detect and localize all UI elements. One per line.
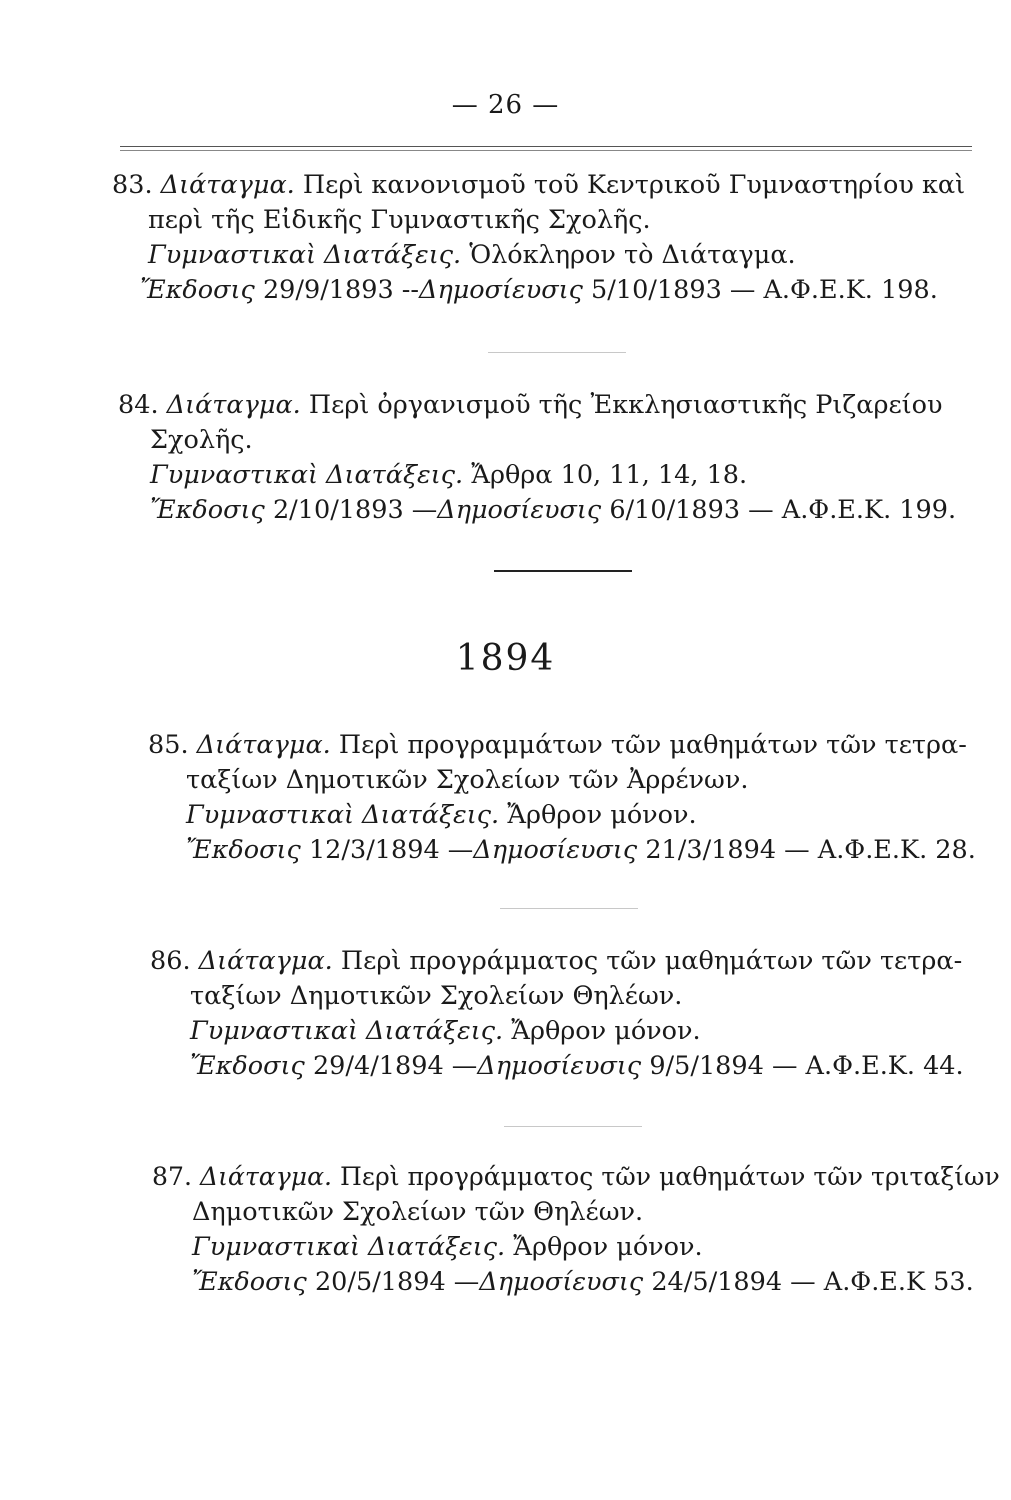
publication-value: 9/5/1894 — Α.Φ.Ε.Κ. 44. xyxy=(649,1051,964,1081)
provisions-label: Γυμναστικαὶ Διατάξεις. xyxy=(150,460,464,490)
issue-date: 20/5/1894 xyxy=(314,1267,446,1297)
entry-title-line2: περὶ τῆς Εἰδικῆς Γυμναστικῆς Σχολῆς. xyxy=(148,205,651,235)
provisions-value: Ἄρθρον μόνον. xyxy=(507,800,697,830)
issue-label: Ἔκδοσις xyxy=(150,495,265,525)
entry-type: Διάταγμα. xyxy=(166,390,301,420)
entry-title-line1: Περὶ ὀργανισμοῦ τῆς Ἐκκλησιαστικῆς Ριζαρείου xyxy=(308,390,943,420)
issue-date: 29/4/1894 xyxy=(312,1051,444,1081)
entry-separator xyxy=(500,908,638,909)
entry-title-line1: Περὶ προγράμματος τῶν μαθημάτων τῶν τετρα- xyxy=(340,946,963,976)
entry-separator xyxy=(504,1126,642,1127)
entry-title-line1: Περὶ κανονισμοῦ τοῦ Κεντρικοῦ Γυμναστηρίου καὶ xyxy=(302,170,966,200)
issue-date: 29/9/1893 xyxy=(262,275,394,305)
entry-title-line2: ταξίων Δημοτικῶν Σχολείων Θηλέων. xyxy=(190,981,683,1011)
provisions-label: Γυμναστικαὶ Διατάξεις. xyxy=(190,1016,504,1046)
publication-label: Δημοσίευσις xyxy=(477,1051,642,1081)
entry-title-line2: Σχολῆς. xyxy=(150,425,253,455)
publication-value: 6/10/1893 — Α.Φ.Ε.Κ. 199. xyxy=(609,495,957,525)
publication-label: Δημοσίευσις xyxy=(479,1267,644,1297)
header-rule xyxy=(120,146,972,147)
publication-value: 24/5/1894 — Α.Φ.Ε.Κ 53. xyxy=(651,1267,974,1297)
provisions-value: Ἄρθρα 10, 11, 14, 18. xyxy=(471,460,748,490)
provisions-label: Γυμναστικαὶ Διατάξεις. xyxy=(186,800,500,830)
entry-type: Διάταγμα. xyxy=(198,946,333,976)
issue-date: 12/3/1894 xyxy=(308,835,440,865)
issue-label: Ἔκδοσις xyxy=(190,1051,305,1081)
publication-label: Δημοσίευσις xyxy=(473,835,638,865)
header-rule-secondary xyxy=(120,150,972,151)
issue-label: Ἔκδοσις xyxy=(140,275,255,305)
entry-number: 87. xyxy=(152,1162,192,1192)
entry-title-line2: Δημοτικῶν Σχολείων τῶν Θηλέων. xyxy=(192,1197,644,1227)
issue-label: Ἔκδοσις xyxy=(186,835,301,865)
entry-type: Διάταγμα. xyxy=(199,1162,333,1192)
publication-value: 5/10/1893 — Α.Φ.Ε.Κ. 198. xyxy=(591,275,938,305)
entry-type: Διάταγμα. xyxy=(160,170,295,200)
entry-title-line1: Περὶ προγραμμάτων τῶν μαθημάτων τῶν τετρα- xyxy=(338,730,967,760)
page-number: — 26 — xyxy=(451,90,560,120)
entry-type: Διάταγμα. xyxy=(196,730,331,760)
provisions-label: Γυμναστικαὶ Διατάξεις. xyxy=(192,1232,506,1262)
entry-number: 85. xyxy=(148,730,189,760)
year-heading: 1894 xyxy=(455,638,556,679)
provisions-value: Ἄρθρον μόνον. xyxy=(513,1232,703,1262)
entry-number: 83. xyxy=(112,170,153,200)
entry-separator xyxy=(488,352,626,353)
publication-label: Δημοσίευσις xyxy=(419,275,583,305)
provisions-value: Ἄρθρον μόνον. xyxy=(511,1016,701,1046)
issue-label: Ἔκδοσις xyxy=(192,1267,307,1297)
entry-title-line2: ταξίων Δημοτικῶν Σχολείων τῶν Ἀρρένων. xyxy=(186,765,749,795)
entry-number: 86. xyxy=(150,946,191,976)
section-separator xyxy=(494,570,632,572)
publication-value: 21/3/1894 — Α.Φ.Ε.Κ. 28. xyxy=(645,835,976,865)
issue-date: 2/10/1893 xyxy=(272,495,404,525)
entry-number: 84. xyxy=(118,390,159,420)
publication-label: Δημοσίευσις xyxy=(437,495,602,525)
entry-title-line1: Περὶ προγράμματος τῶν μαθημάτων τῶν τριταξίων xyxy=(340,1162,1000,1192)
provisions-value: Ὁλόκληρον τὸ Διάταγμα. xyxy=(469,240,796,270)
provisions-label: Γυμναστικαὶ Διατάξεις. xyxy=(148,240,462,270)
